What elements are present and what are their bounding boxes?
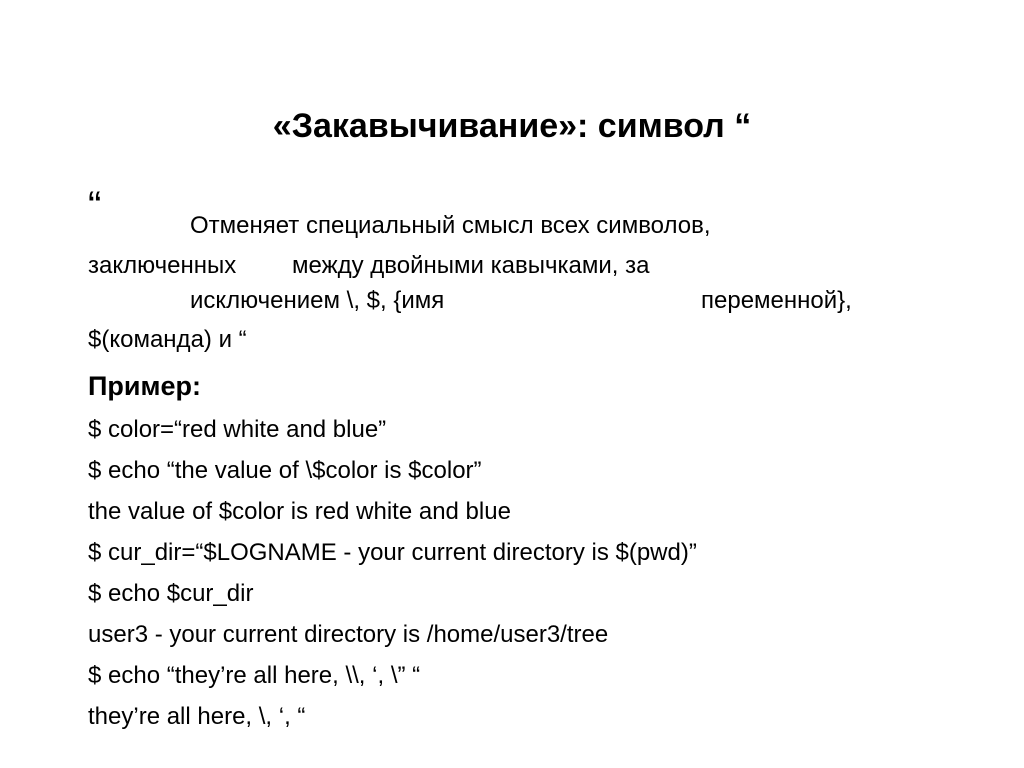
example-line: the value of $color is red white and blue [88, 498, 511, 525]
lead-quote-mark: “ [88, 184, 102, 228]
example-line: $ cur_dir=“$LOGNAME - your current directory is $(pwd)” [88, 539, 697, 566]
description-line-4: $(команда) и “ [88, 326, 247, 353]
example-line: $ echo “the value of \$color is $color” [88, 457, 482, 484]
example-line: they’re all here, \, ‘, “ [88, 703, 306, 730]
description-line-3b: переменной}, [701, 287, 852, 314]
description-line-2b: между двойными кавычками, за [292, 252, 650, 279]
example-heading: Пример: [88, 371, 201, 401]
description-line-2a: заключенных [88, 252, 237, 279]
example-line: user3 - your current directory is /home/user3/tree [88, 621, 609, 648]
description-line-1: Отменяет специальный смысл всех символов, [190, 212, 711, 239]
example-line: $ echo $cur_dir [88, 580, 254, 607]
example-line: $ echo “they’re all here, \\, ‘, \” “ [88, 662, 421, 689]
slide-title: «Закавычивание»: символ “ [272, 107, 752, 145]
description-line-3a: исключением \, $, {имя [190, 287, 445, 314]
example-line: $ color=“red white and blue” [88, 416, 387, 443]
